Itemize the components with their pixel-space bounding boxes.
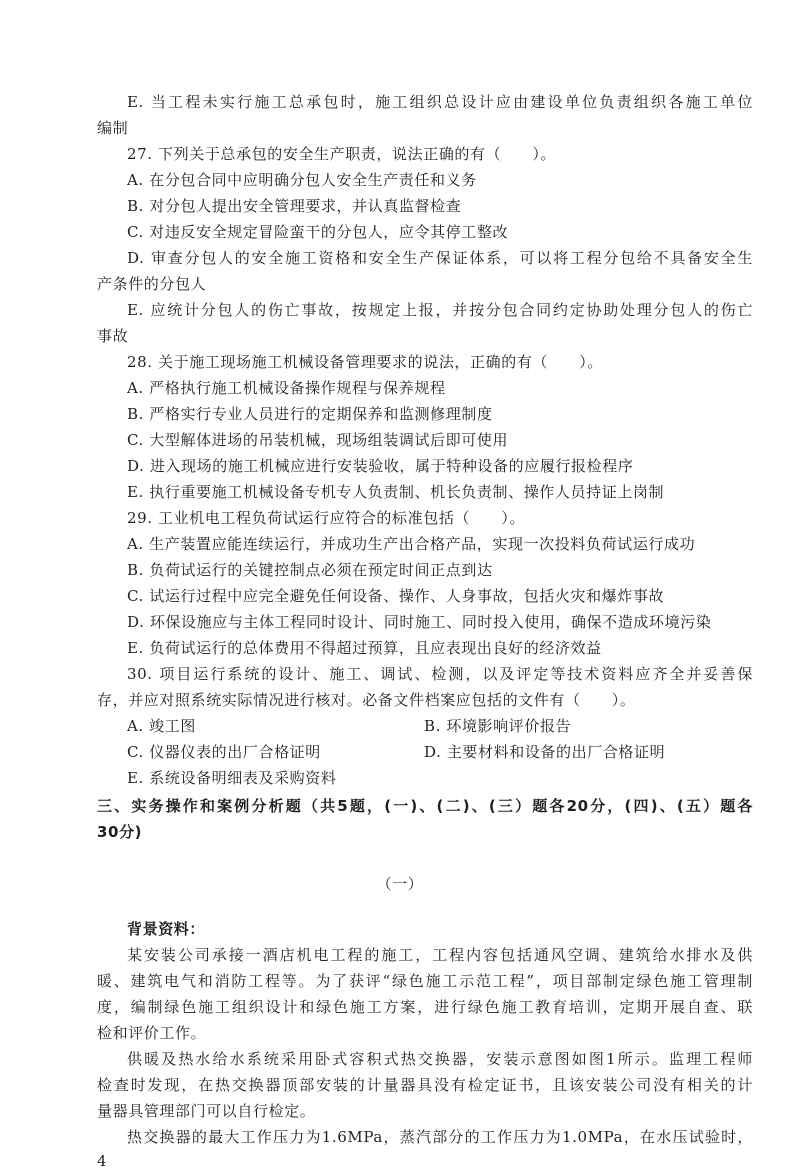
text-line: 存，并应对照系统实际情况进行核对。必备文件档案应包括的文件有（ ）。 [97,691,636,709]
body-line: 度，编制绿色施工组织设计和绿色施工方案，进行绿色施工教育培训，定期开展自查、联 [97,998,753,1016]
text-line: E. 当工程未实行施工总承包时，施工组织总设计应由建设单位负责组织各施工单位 [127,93,753,111]
section-heading: 三、实务操作和案例分析题（共5题，(一)、(二)、(三）题各20分，(四)、(五）题各 [97,797,753,815]
option-line: A. 严格执行施工机械设备操作规程与保养规程 [127,379,446,397]
body-line: 量器具管理部门可以自行检定。 [97,1102,316,1120]
option-line: C. 对违反安全规定冒险蛮干的分包人，应令其停工整改 [127,223,509,241]
question-27: 27. 下列关于总承包的安全生产职责，说法正确的有（ ）。 [127,145,557,163]
text-line: 编制 [97,119,129,137]
body-line: 暖、建筑电气和消防工程等。为了获评“绿色施工示范工程”，项目部制定绿色施工管理制 [97,972,753,990]
question-28: 28. 关于施工现场施工机械设备管理要求的说法，正确的有（ ）。 [127,353,603,371]
question-30: 30. 项目运行系统的设计、施工、调试、检测，以及评定等技术资料应齐全并妥善保 [127,665,753,683]
q30-option-a: A. 竣工图 [127,717,196,735]
q30-option-e: E. 系统设备明细表及采购资料 [127,769,337,787]
case-number: （一） [376,875,424,893]
body-line: 供暖及热水给水系统采用卧式容积式热交换器，安装示意图如图1所示。监理工程师 [127,1050,753,1068]
text-line: 事故 [97,327,129,345]
option-line: D. 审查分包人的安全施工资格和安全生产保证体系，可以将工程分包给不具备安全生 [127,249,753,267]
body-line: 某安装公司承接一酒店机电工程的施工，工程内容包括通风空调、建筑给水排水及供 [127,946,753,964]
body-line: 热交换器的最大工作压力为1.6MPa，蒸汽部分的工作压力为1.0MPa，在水压试验时， [127,1128,753,1146]
option-line: E. 应统计分包人的伤亡事故，按规定上报，并按分包合同约定协助处理分包人的伤亡 [127,301,753,319]
q30-option-b: B. 环境影响评价报告 [424,717,572,735]
q30-option-c: C. 仪器仪表的出厂合格证明 [127,743,321,761]
body-line: 检和评价工作。 [97,1024,207,1042]
background-label: 背景资料： [127,920,206,938]
option-line: C. 大型解体进场的吊装机械，现场组装调试后即可使用 [127,431,509,449]
option-line: D. 环保设施应与主体工程同时设计、同时施工、同时投入使用，确保不造成环境污染 [127,613,712,631]
q30-option-d: D. 主要材料和设备的出厂合格证明 [424,743,666,761]
body-line: 检查时发现，在热交换器顶部安装的计量器具没有检定证书，且该安装公司没有相关的计 [97,1076,753,1094]
option-line: D. 进入现场的施工机械应进行安装验收，属于特种设备的应履行报检程序 [127,457,634,475]
text-line: 产条件的分包人 [97,275,207,293]
question-29: 29. 工业机电工程负荷试运行应符合的标准包括（ ）。 [127,509,525,527]
page-number: 4 [97,1152,108,1170]
section-heading-cont: 30分) [97,823,143,841]
option-line: C. 试运行过程中应完全避免任何设备、操作、人身事故，包括火灾和爆炸事故 [127,587,665,605]
option-line: A. 生产装置应能连续运行，并成功生产出合格产品，实现一次投料负荷试运行成功 [127,535,696,553]
option-line: E. 执行重要施工机械设备专机专人负责制、机长负责制、操作人员持证上岗制 [127,483,665,501]
option-line: B. 负荷试运行的关键控制点必须在预定时间正点到达 [127,561,493,579]
option-line: E. 负荷试运行的总体费用不得超过预算，且应表现出良好的经济效益 [127,639,602,657]
option-line: B. 严格实行专业人员进行的定期保养和监测修理制度 [127,405,493,423]
option-line: B. 对分包人提出安全管理要求，并认真监督检查 [127,197,462,215]
option-line: A. 在分包合同中应明确分包人安全生产责任和义务 [127,171,477,189]
